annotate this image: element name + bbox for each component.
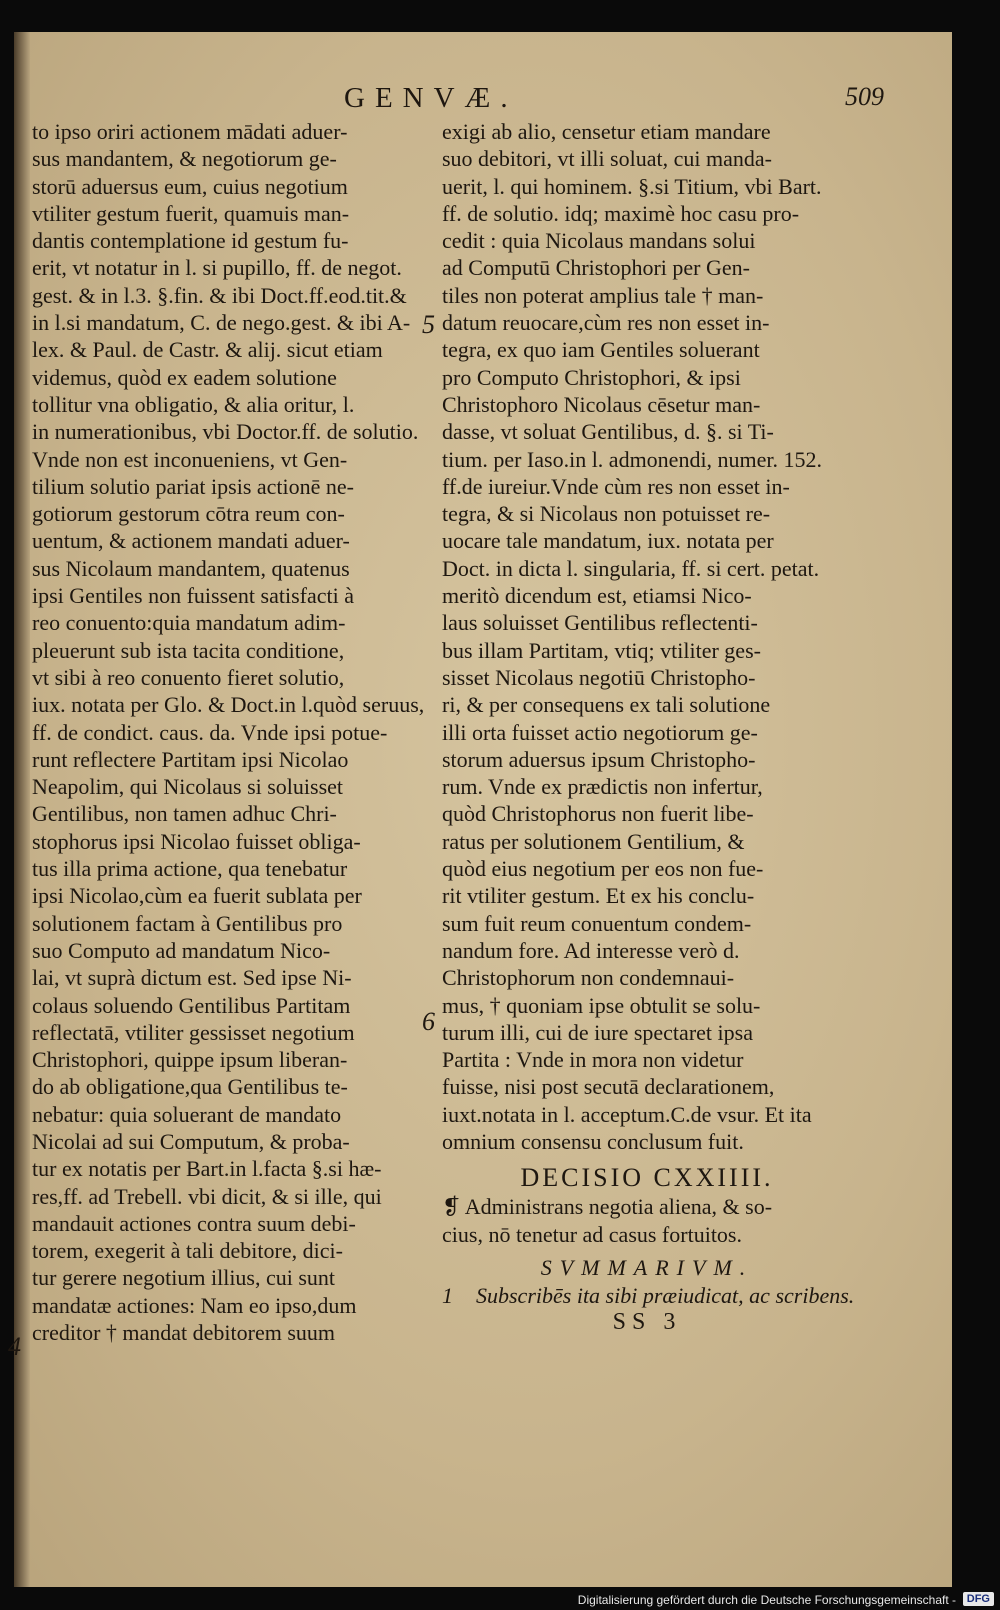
text-line: dantis contemplatione id gestum fu- bbox=[32, 228, 349, 254]
text-line: torem, exegerit à tali debitore, dici- bbox=[32, 1238, 343, 1264]
text-line: lex. & Paul. de Castr. & alij. sicut etiam bbox=[32, 337, 383, 363]
text-line: Christophoro Nicolaus cēsetur man- bbox=[442, 391, 761, 417]
text-line: iux. notata per Glo. & Doct.in l.quòd seruus, bbox=[32, 692, 425, 718]
text-line: sus Nicolaum mandantem, quatenus bbox=[32, 555, 350, 581]
text-line: tus illa prima actione, qua tenebatur bbox=[32, 856, 348, 882]
text-line: illi orta fuisset actio negotiorum ge- bbox=[442, 719, 758, 745]
text-line: Vnde non est inconueniens, vt Gen- bbox=[32, 446, 348, 472]
text-line: erit, vt notatur in l. si pupillo, ff. de negot. bbox=[32, 255, 402, 281]
text-line: mus, † quoniam ipse obtulit se solu- bbox=[442, 992, 761, 1018]
text-line: exigi ab alio, censetur etiam mandare bbox=[442, 119, 771, 144]
margin-number-4: 4 bbox=[8, 1332, 21, 1361]
text-line: turum illi, cui de iure spectaret ipsa bbox=[442, 1019, 753, 1045]
text-line: rum. Vnde ex prædictis non infertur, bbox=[442, 774, 763, 800]
text-line: Doct. in dicta l. singularia, ff. si cert. petat. bbox=[442, 555, 820, 581]
book-page bbox=[8, 32, 952, 1587]
text-line: iuxt.notata in l. acceptum.C.de vsur. Et ita bbox=[442, 1101, 812, 1127]
dfg-logo: DFG bbox=[963, 1592, 994, 1606]
text-line: do ab obligatione,qua Gentilibus te- bbox=[32, 1074, 348, 1100]
text-line: nebatur: quia soluerant de mandato bbox=[32, 1101, 342, 1127]
text-line: mandauit actiones contra suum debi- bbox=[32, 1210, 356, 1236]
left-column-text bbox=[32, 118, 437, 1346]
text-line: ff. de solutio. idq; maximè hoc casu pro- bbox=[442, 200, 800, 226]
text-line: vtiliter gestum fuerit, quamuis man- bbox=[32, 200, 350, 226]
text-line: reo conuento:quia mandatum adim- bbox=[32, 610, 346, 636]
right-column-text bbox=[442, 118, 855, 1336]
text-line: tegra, ex quo iam Gentiles soluerant bbox=[442, 337, 760, 363]
text-line: storum aduersus ipsum Christopho- bbox=[442, 746, 756, 772]
footer-credit: Digitalisierung gefördert durch die Deutsche Forschungsgemeinschaft - bbox=[577, 1593, 956, 1607]
text-line: res,ff. ad Trebell. vbi dicit, & si ille, qui bbox=[32, 1183, 382, 1209]
summarium-heading: SVMMARIVM. bbox=[540, 1254, 754, 1280]
text-line: omnium consensu conclusum fuit. bbox=[442, 1128, 744, 1154]
decision-summary-line: cius, nō tenetur ad casus fortuitos. bbox=[442, 1221, 742, 1247]
text-line: tur ex notatis per Bart.in l.facta §.si hæ- bbox=[32, 1156, 382, 1182]
text-line: runt reflectere Partitam ipsi Nicolao bbox=[32, 746, 349, 772]
text-line: ff. de condict. caus. da. Vnde ipsi potue- bbox=[32, 719, 388, 745]
text-line: nandum fore. Ad interesse verò d. bbox=[442, 937, 740, 963]
text-line: Christophorum non condemnaui- bbox=[442, 965, 735, 991]
text-line: bus illam Partitam, vtiq; vtiliter ges- bbox=[442, 637, 761, 663]
text-line: fuisse, nisi post secutā declarationem, bbox=[442, 1074, 775, 1100]
text-line: in numerationibus, vbi Doctor.ff. de solutio. bbox=[32, 419, 419, 445]
text-line: uentum, & actionem mandati aduer- bbox=[32, 528, 350, 554]
decision-summary-line: ❡ Administrans negotia aliena, & so- bbox=[442, 1194, 773, 1220]
text-line: suo debitori, vt illi soluat, cui manda- bbox=[442, 146, 772, 172]
text-line: gotiorum gestorum cōtra reum con- bbox=[32, 501, 345, 527]
text-line: to ipso oriri actionem mādati aduer- bbox=[32, 119, 348, 144]
summarium-item-number: 1 bbox=[442, 1282, 453, 1308]
text-line: ri, & per consequens ex tali solutione bbox=[442, 692, 771, 718]
signature-mark: SS 3 bbox=[612, 1309, 682, 1336]
text-line: cedit : quia Nicolaus mandans solui bbox=[442, 228, 756, 254]
text-line: tegra, & si Nicolaus non potuisset re- bbox=[442, 501, 771, 527]
text-line: tilium solutio pariat ipsis actionē ne- bbox=[32, 473, 354, 499]
running-head-title: GENVÆ. bbox=[344, 82, 518, 114]
digitization-footer bbox=[0, 1591, 1000, 1610]
text-line: uerit, l. qui hominem. §.si Titium, vbi Bart. bbox=[442, 173, 822, 199]
text-line: storū aduersus eum, cuius negotium bbox=[32, 173, 348, 199]
text-line: suo Computo ad mandatum Nico- bbox=[32, 937, 331, 963]
text-line: videmus, quòd ex eadem solutione bbox=[32, 364, 337, 390]
text-line: creditor † mandat debitorem suum bbox=[32, 1320, 336, 1346]
text-line: dasse, vt soluat Gentilibus, d. §. si Ti- bbox=[442, 419, 774, 445]
text-line: laus soluisset Gentilibus reflectenti- bbox=[442, 610, 758, 636]
text-line: ipsi Gentiles non fuissent satisfacti à bbox=[32, 583, 354, 609]
text-line: ratus per solutionem Gentilium, & bbox=[442, 828, 745, 854]
text-line: in l.si mandatum, C. de nego.gest. & ibi A- bbox=[32, 310, 411, 336]
summarium-item bbox=[442, 1282, 855, 1309]
text-line: lai, vt suprà dictum est. Sed ipse Ni- bbox=[32, 965, 352, 991]
text-line: solutionem factam à Gentilibus pro bbox=[32, 910, 343, 936]
text-line: Christophori, quippe ipsum liberan- bbox=[32, 1047, 348, 1073]
text-line: Neapolim, qui Nicolaus si soluisset bbox=[32, 774, 344, 800]
margin-number-6: 6 bbox=[422, 1007, 435, 1036]
text-line: sisset Nicolaus negotiū Christopho- bbox=[442, 664, 756, 690]
text-line: Gentilibus, non tamen adhuc Chri- bbox=[32, 801, 337, 827]
text-line: ff.de iureiur.Vnde cùm res non esset in- bbox=[442, 473, 790, 499]
text-line: sum fuit reum conuentum condem- bbox=[442, 910, 752, 936]
text-line: pleuerunt sub ista tacita conditione, bbox=[32, 637, 345, 663]
text-line: vt sibi à reo conuento fieret solutio, bbox=[32, 664, 345, 690]
text-line: gest. & in l.3. §.fin. & ibi Doct.ff.eod.tit.& bbox=[32, 282, 407, 308]
text-line: pro Computo Christophori, & ipsi bbox=[442, 364, 741, 390]
text-line: Nicolai ad sui Computum, & proba- bbox=[32, 1128, 350, 1154]
text-line: ad Computū Christophori per Gen- bbox=[442, 255, 750, 281]
text-line: tur gerere negotium illius, cui sunt bbox=[32, 1265, 336, 1291]
text-line: ipsi Nicolao,cùm ea fuerit sublata per bbox=[32, 883, 362, 909]
text-line: datum reuocare,cùm res non esset in- bbox=[442, 310, 770, 336]
text-line: uocare tale mandatum, iux. notata per bbox=[442, 528, 774, 554]
text-line: tollitur vna obligatio, & alia oritur, l. bbox=[32, 391, 355, 417]
decision-heading: DECISIO CXXIIII. bbox=[520, 1163, 774, 1193]
text-line: stophorus ipsi Nicolao fuisset obliga- bbox=[32, 828, 361, 854]
text-line: colaus soluendo Gentilibus Partitam bbox=[32, 992, 351, 1018]
text-line: quòd Christophorus non fuerit libe- bbox=[442, 801, 754, 827]
text-line: quòd eius negotium per eos non fue- bbox=[442, 856, 764, 882]
running-head bbox=[344, 82, 884, 122]
text-line: rit vtiliter gestum. Et ex his conclu- bbox=[442, 883, 755, 909]
text-line: reflectatā, vtiliter gessisset negotium bbox=[32, 1019, 355, 1045]
summarium-item-text: Subscribēs ita sibi præiudicat, ac scribens. bbox=[476, 1282, 855, 1308]
text-line: tiles non poterat amplius tale † man- bbox=[442, 282, 764, 308]
text-line: mandatæ actiones: Nam eo ipso,dum bbox=[32, 1292, 357, 1318]
margin-number-5: 5 bbox=[422, 310, 435, 339]
text-line: meritò dicendum est, etiamsi Nico- bbox=[442, 583, 752, 609]
text-line: tium. per Iaso.in l. admonendi, numer. 152. bbox=[442, 446, 823, 472]
text-line: sus mandantem, & negotiorum ge- bbox=[32, 146, 337, 172]
page-number: 509 bbox=[845, 82, 884, 111]
text-line: Partita : Vnde in mora non videtur bbox=[442, 1047, 744, 1073]
